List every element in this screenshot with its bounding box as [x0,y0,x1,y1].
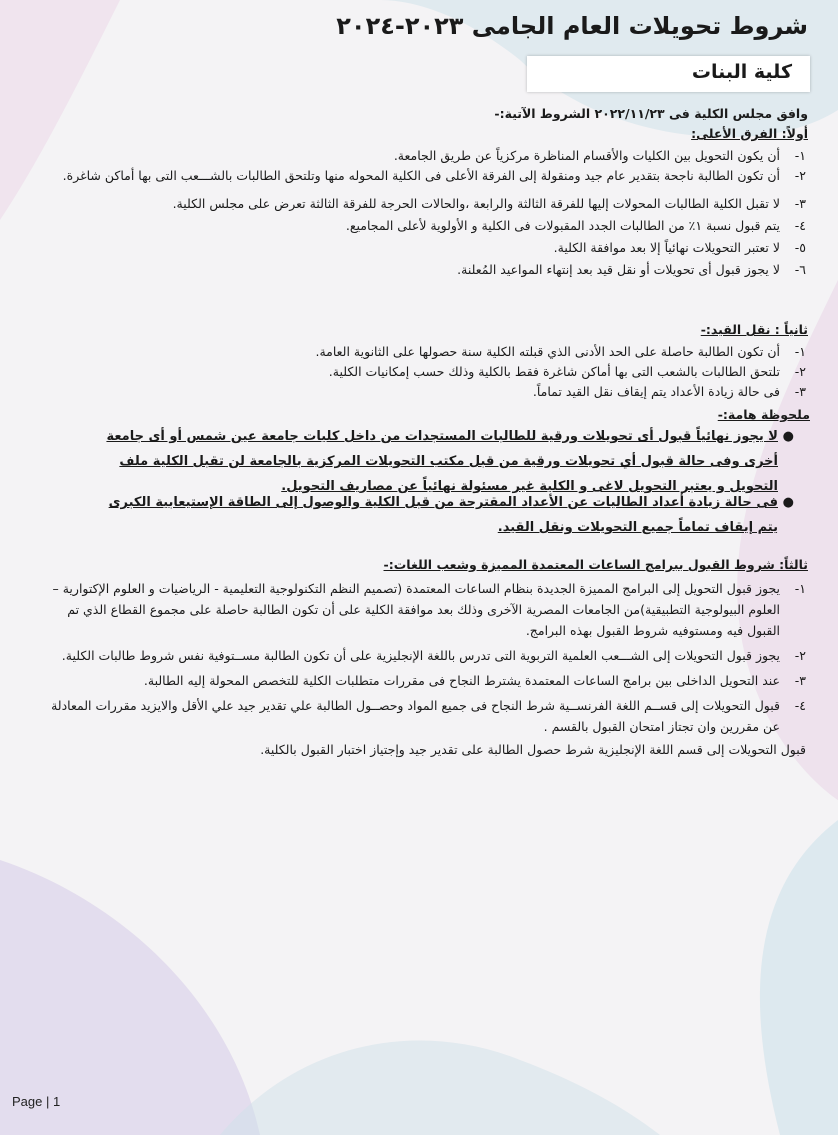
item-text: لا تقبل الكلية الطالبات المحولات إليها للفرقة الثالثة والرابعة ،والحالات الحرجة للفرقة الثالثة تعرض على مجلس الكلية. [172,196,780,211]
note-text: لا يجوز نهائياً قبول أى تحويلات ورقية للطالبات المستجدات من داخل كليات جامعة عين شمس أو أى جامعة أخرى وفى حالة قبول أي تحويلات ورقية من قبل مكتب التحويلات المركزية بالجامعة لن تقبل الكلية ملف التحويل و يعتبر التحويل لاغى و الكلية غير مسئولة نهائياً عن مصاريف التحويل. [106,429,778,494]
item-number: ٣- [794,196,806,211]
item-number: ٣- [794,384,806,399]
bullet-icon: ● [782,429,794,444]
item-text: أن تكون الطالبة حاصلة على الحد الأدنى الذي قبلته الكلية سنة حصولها على الثانوية العامة. [315,344,780,359]
item-text: يجوز قبول التحويل إلى البرامج المميزة الجديدة بنظام الساعات المعتمدة (تصميم النظم التكنولوجية التعليمية - الرياضيات و العلوم الإكتوارية – العلوم البيولوجية التطبيقية)من الجامعات المصرية الآخرى وذلك بعد موافقة الكلية على أن تكون الطالبة حاصلة على مجموع القطاع الذي تم القبول فيه ومستوفيه شروط القبول بهذه البرامج. [52,581,780,638]
item-number: ١- [794,344,806,359]
item-number: ٥- [794,240,806,255]
list-item [40,238,806,258]
item-number: ١- [794,148,806,163]
item-number: ٤- [794,218,806,233]
page-label: Page [12,1094,43,1109]
note-item [98,490,794,540]
list-item [40,342,806,362]
list-item [32,645,806,666]
closing-paragraph: قبول التحويلات إلى قسم اللغة الإنجليزية شرط حصول الطالبة على تقدير جيد وإجتياز اختبار القبول بالكلية. [260,742,806,757]
list-item [40,194,806,214]
notes-heading: ملحوظة هامة:- [717,407,810,422]
bullet-icon: ● [782,495,794,510]
item-number: ٤- [794,698,806,713]
list-item [40,382,806,402]
item-number: ١- [794,581,806,596]
document-title: شروط تحويلات العام الجامى ٢٠٢٣-٢٠٢٤ [336,12,808,40]
council-intro: وافق مجلس الكلية فى ٢٠٢٢/١١/٢٣ الشروط الآتية:- [494,106,808,121]
item-number: ٢- [794,648,806,663]
list-item [40,166,806,186]
item-text: لا يجوز قبول أى تحويلات أو نقل قيد بعد إنتهاء المواعيد المُعلنة. [457,262,780,277]
section2-list [40,342,806,402]
item-number: ٢- [794,168,806,183]
list-item [40,362,806,382]
item-text: أن تكون الطالبة ناجحة بتقدير عام جيد ومنقولة إلى الفرقة الأعلى فى الكلية المحوله منها وتلتحق الطالبات بالشـــعب التى بها أماكن شاغرة. [62,168,780,183]
page-footer [12,1094,60,1109]
item-text: يتم قبول نسبة ١٪ من الطالبات الجدد المقبولات فى الكلية و الأولوية لأعلى المجاميع. [345,218,780,233]
page-number: 1 [53,1094,61,1109]
item-number: ٢- [794,364,806,379]
item-text: لا تعتبر التحويلات نهائياً إلا بعد موافقة الكلية. [553,240,780,255]
college-name: كلية البنات [691,61,792,83]
section3-list [32,578,806,760]
list-item [32,578,806,641]
item-number: ٣- [794,673,806,688]
page-separator: | [46,1094,50,1109]
list-item [32,695,806,737]
college-name-box [527,56,810,92]
item-text: قبول التحويلات إلى قســم اللغة الفرنســية شرط النجاح فى جميع المواد وحصــول الطالبة علي تقدير جيد علي الأقل والايزيد مقررات المعادلة عن مقررين وان تجتاز امتحان القبول بالقسم . [51,698,780,734]
item-number: ٦- [794,262,806,277]
item-text: عند التحويل الداخلى بين برامج الساعات المعتمدة يشترط النجاح فى مقررات متطلبات الكلية للتخصص المحولة إليه الطالبة. [143,673,780,688]
item-text: فى حالة زيادة الأعداد يتم إيقاف نقل القيد تماماً. [532,384,780,399]
item-text: تلتحق الطالبات بالشعب التى بها أماكن شاغرة فقط بالكلية وذلك حسب إمكانيات الكلية. [328,364,780,379]
note-text: فى حالة زيادة أعداد الطاليات عن الأعداد المقترحة من قبل الكلية والوصول إلى الطاقة الإستيعابية الكبرى يتم إيقاف تماماً جميع التحويلات ونقل القيد. [108,495,778,535]
item-text: أن يكون التحويل بين الكليات والأقسام المناظرة مركزياً عن طريق الجامعة. [393,148,780,163]
list-item [40,216,806,236]
note-item [98,424,794,499]
section1-heading: أولاً: الفرق الأعلى: [691,126,808,141]
section2-heading: ثانياً : نقل القيد:- [700,322,808,337]
list-item [40,146,806,166]
list-item [40,260,806,280]
section1-list [40,146,806,280]
list-item [32,670,806,691]
item-text: يجوز قبول التحويلات إلى الشـــعب العلمية التربوية التى تدرس باللغة الإنجليزية على أن تكون الطالبة مســتوفية نفس شروط طالبات الكلية. [61,648,780,663]
section3-heading: ثالثاً: شروط القبول ببرامج الساعات المعتمدة المميزة وشعب اللغات:- [383,557,808,572]
